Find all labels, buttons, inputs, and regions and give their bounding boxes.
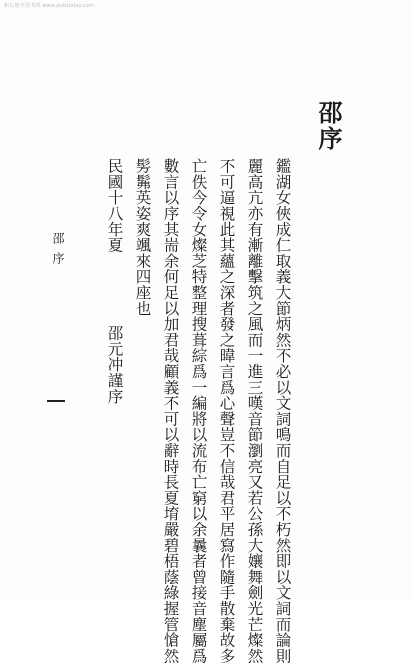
watermark: 和长地中国书网 www.pubtoday.com: [4, 3, 95, 9]
text-line-4: 亡佚今令女燦芝特整理搜葺綜爲一編將以流布亡窮以余曩者曾接音塵屬爲: [189, 158, 208, 664]
text-line-2: 麗高亢亦有漸離擊筑之風而一進三嘆音節瀏亮又若公孫大孃舞劍光芒燦然: [245, 158, 264, 664]
date-line: 民國十八年夏: [105, 158, 124, 253]
signature: 邵元冲謹序: [105, 325, 124, 404]
text-line-6: 髣髴英姿爽颯來四座也: [133, 158, 152, 316]
text-line-5: 數言以序其耑余何足以加君哉顧義不可以辭時長夏堉嚴碧梧蔭綠握管愴然: [161, 158, 180, 664]
page-number: [47, 400, 65, 402]
page-title: 邵序: [314, 100, 343, 152]
margin-title: 邵序: [51, 232, 65, 272]
text-line-1: 鑑湖女俠成仁取義大節炳然不必以文詞鳴而自足以不朽然即以文詞而論則: [273, 158, 292, 664]
text-line-3: 不可逼視此其蘊之深者發之暐言爲心聲豈不信哉君平居寫作隨手散棄故多: [217, 158, 236, 664]
